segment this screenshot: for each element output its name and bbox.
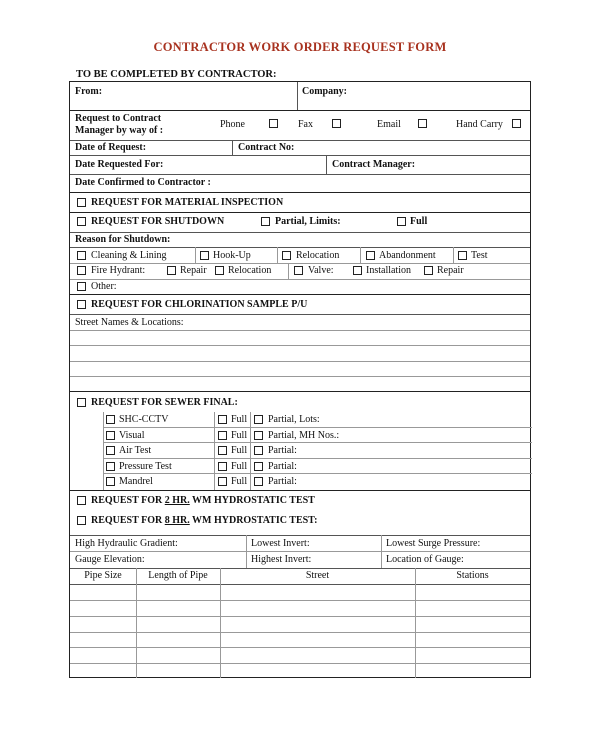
date-confirmed-label: Date Confirmed to Contractor : — [75, 177, 211, 188]
street-header: Street — [305, 570, 330, 581]
sewer-final-label: REQUEST FOR SEWER FINAL: — [91, 397, 238, 408]
sewer-test-label: SHC-CCTV — [119, 414, 169, 425]
divider — [195, 247, 196, 263]
relocation-checkbox[interactable] — [282, 251, 291, 260]
fax-checkbox[interactable] — [332, 119, 341, 128]
street-names-label: Street Names & Locations: — [75, 317, 184, 328]
date-of-request-label: Date of Request: — [75, 142, 147, 153]
row-divider — [70, 174, 530, 175]
form-subheading: TO BE COMPLETED BY CONTRACTOR: — [76, 69, 277, 80]
shc-cctv-checkbox[interactable] — [106, 415, 115, 424]
other-checkbox[interactable] — [77, 282, 86, 291]
table-row — [70, 632, 530, 633]
visual-checkbox[interactable] — [106, 431, 115, 440]
full-label: Full — [231, 461, 248, 472]
gauge-elevation-label: Gauge Elevation: — [75, 554, 145, 565]
valve-repair-checkbox[interactable] — [424, 266, 433, 275]
hydrant-relocation-checkbox[interactable] — [215, 266, 224, 275]
phone-checkbox[interactable] — [269, 119, 278, 128]
partial-limits-label: Partial, Limits: — [275, 216, 341, 227]
row-divider — [103, 442, 532, 443]
row-divider — [103, 473, 532, 474]
divider — [360, 247, 361, 263]
partial-label: Partial, MH Nos.: — [268, 430, 340, 441]
stations-header: Stations — [456, 570, 489, 581]
full-shutdown-checkbox[interactable] — [397, 217, 406, 226]
partial-label: Partial, Lots: — [268, 414, 320, 425]
row-divider — [70, 551, 530, 552]
valve-checkbox[interactable] — [294, 266, 303, 275]
request-method-label-1: Request to Contract — [75, 113, 162, 124]
hydro-8hr-label: REQUEST FOR 8 HR. WM HYDROSTATIC TEST: — [91, 515, 318, 526]
request-method-label-2: Manager by way of : — [75, 125, 164, 136]
partial-checkbox[interactable] — [254, 446, 263, 455]
street-line — [70, 361, 530, 362]
material-inspection-checkbox[interactable] — [77, 198, 86, 207]
partial-checkbox[interactable] — [254, 477, 263, 486]
row-divider — [70, 568, 530, 569]
row-divider — [103, 427, 532, 428]
mandrel-checkbox[interactable] — [106, 477, 115, 486]
relocation-label: Relocation — [296, 250, 340, 261]
hook-up-checkbox[interactable] — [200, 251, 209, 260]
pipe-size-header: Pipe Size — [84, 570, 122, 581]
row-divider — [70, 192, 530, 193]
length-of-pipe-header: Length of Pipe — [148, 570, 208, 581]
sewer-test-label: Pressure Test — [119, 461, 172, 472]
shutdown-checkbox[interactable] — [77, 217, 86, 226]
divider — [246, 535, 247, 568]
street-line — [70, 330, 530, 331]
chlorination-checkbox[interactable] — [77, 300, 86, 309]
date-requested-for-label: Date Requested For: — [75, 159, 164, 170]
fax-label: Fax — [298, 119, 313, 130]
row-divider — [70, 247, 530, 248]
email-label: Email — [377, 119, 401, 130]
full-label: Full — [231, 445, 248, 456]
divider — [297, 82, 298, 110]
air-test-checkbox[interactable] — [106, 446, 115, 455]
hydrant-relocation-label: Relocation — [228, 265, 272, 276]
test-checkbox[interactable] — [458, 251, 467, 260]
partial-checkbox[interactable] — [254, 431, 263, 440]
table-row — [70, 647, 530, 648]
sewer-test-label: Mandrel — [119, 476, 153, 487]
row-divider — [70, 314, 530, 315]
partial-checkbox[interactable] — [254, 415, 263, 424]
divider — [453, 247, 454, 263]
row-divider — [70, 212, 530, 213]
row-divider — [70, 263, 530, 264]
fire-hydrant-label: Fire Hydrant: — [91, 265, 146, 276]
cleaning-lining-checkbox[interactable] — [77, 251, 86, 260]
chlorination-label: REQUEST FOR CHLORINATION SAMPLE P/U — [91, 299, 308, 310]
hand-carry-checkbox[interactable] — [512, 119, 521, 128]
high-hydraulic-gradient-label: High Hydraulic Gradient: — [75, 538, 178, 549]
street-line — [70, 376, 530, 377]
full-shutdown-label: Full — [410, 216, 428, 227]
divider — [250, 412, 251, 490]
contract-manager-label: Contract Manager: — [332, 159, 416, 170]
full-checkbox[interactable] — [218, 446, 227, 455]
table-row — [70, 616, 530, 617]
partial-label: Partial: — [268, 476, 297, 487]
form-title: CONTRACTOR WORK ORDER REQUEST FORM — [153, 40, 447, 54]
highest-invert-label: Highest Invert: — [251, 554, 312, 565]
sewer-test-label: Air Test — [119, 445, 152, 456]
abandonment-label: Abandonment — [379, 250, 436, 261]
hydro-8hr-duration: 8 HR. — [164, 515, 190, 526]
partial-label: Partial: — [268, 445, 297, 456]
hydrant-repair-checkbox[interactable] — [167, 266, 176, 275]
divider — [214, 412, 215, 490]
sewer-test-label: Visual — [119, 430, 145, 441]
partial-limits-checkbox[interactable] — [261, 217, 270, 226]
row-divider — [70, 279, 530, 280]
divider — [220, 568, 221, 678]
work-order-form — [69, 81, 531, 678]
row-divider — [70, 155, 530, 156]
divider — [415, 568, 416, 678]
row-divider — [70, 584, 530, 585]
full-label: Full — [231, 430, 248, 441]
hydro-8hr-checkbox[interactable] — [77, 516, 86, 525]
table-row — [70, 663, 530, 664]
row-divider — [70, 232, 530, 233]
valve-repair-label: Repair — [437, 265, 464, 276]
valve-installation-label: Installation — [366, 265, 411, 276]
divider — [288, 263, 289, 279]
full-label: Full — [231, 414, 248, 425]
contract-no-label: Contract No: — [238, 142, 295, 153]
reason-label: Reason for Shutdown: — [75, 234, 171, 245]
other-label: Other: — [91, 281, 117, 292]
table-row — [70, 600, 530, 601]
row-divider — [70, 535, 530, 536]
row-divider — [70, 391, 530, 392]
abandonment-checkbox[interactable] — [366, 251, 375, 260]
row-divider — [70, 110, 530, 111]
shutdown-label: REQUEST FOR SHUTDOWN — [91, 216, 225, 227]
full-checkbox[interactable] — [218, 462, 227, 471]
phone-label: Phone — [220, 119, 245, 130]
row-divider — [70, 140, 530, 141]
divider — [103, 412, 104, 490]
material-inspection-label: REQUEST FOR MATERIAL INSPECTION — [91, 197, 284, 208]
street-line — [70, 345, 530, 346]
company-label: Company: — [302, 86, 348, 97]
sewer-final-checkbox[interactable] — [77, 398, 86, 407]
full-checkbox[interactable] — [218, 431, 227, 440]
lowest-surge-pressure-label: Lowest Surge Pressure: — [386, 538, 481, 549]
divider — [326, 155, 327, 174]
hydro-2hr-duration: 2 HR. — [164, 495, 190, 506]
hand-carry-label: Hand Carry — [456, 119, 503, 130]
hydro-2hr-checkbox[interactable] — [77, 496, 86, 505]
fire-hydrant-checkbox[interactable] — [77, 266, 86, 275]
row-divider — [70, 490, 530, 491]
pressure-test-checkbox[interactable] — [106, 462, 115, 471]
full-label: Full — [231, 476, 248, 487]
partial-checkbox[interactable] — [254, 462, 263, 471]
hydro-2hr-label: REQUEST FOR 2 HR. WM HYDROSTATIC TEST — [91, 495, 315, 506]
test-label: Test — [471, 250, 488, 261]
row-divider — [70, 294, 530, 295]
hook-up-label: Hook-Up — [213, 250, 251, 261]
row-divider — [103, 458, 532, 459]
partial-label: Partial: — [268, 461, 297, 472]
divider — [136, 568, 137, 678]
full-checkbox[interactable] — [218, 415, 227, 424]
valve-label: Valve: — [308, 265, 334, 276]
divider — [277, 247, 278, 263]
email-checkbox[interactable] — [418, 119, 427, 128]
location-of-gauge-label: Location of Gauge: — [386, 554, 464, 565]
from-label: From: — [75, 86, 103, 97]
lowest-invert-label: Lowest Invert: — [251, 538, 310, 549]
valve-installation-checkbox[interactable] — [353, 266, 362, 275]
cleaning-lining-label: Cleaning & Lining — [91, 250, 167, 261]
hydrant-repair-label: Repair — [180, 265, 207, 276]
divider — [232, 140, 233, 155]
full-checkbox[interactable] — [218, 477, 227, 486]
divider — [381, 535, 382, 568]
